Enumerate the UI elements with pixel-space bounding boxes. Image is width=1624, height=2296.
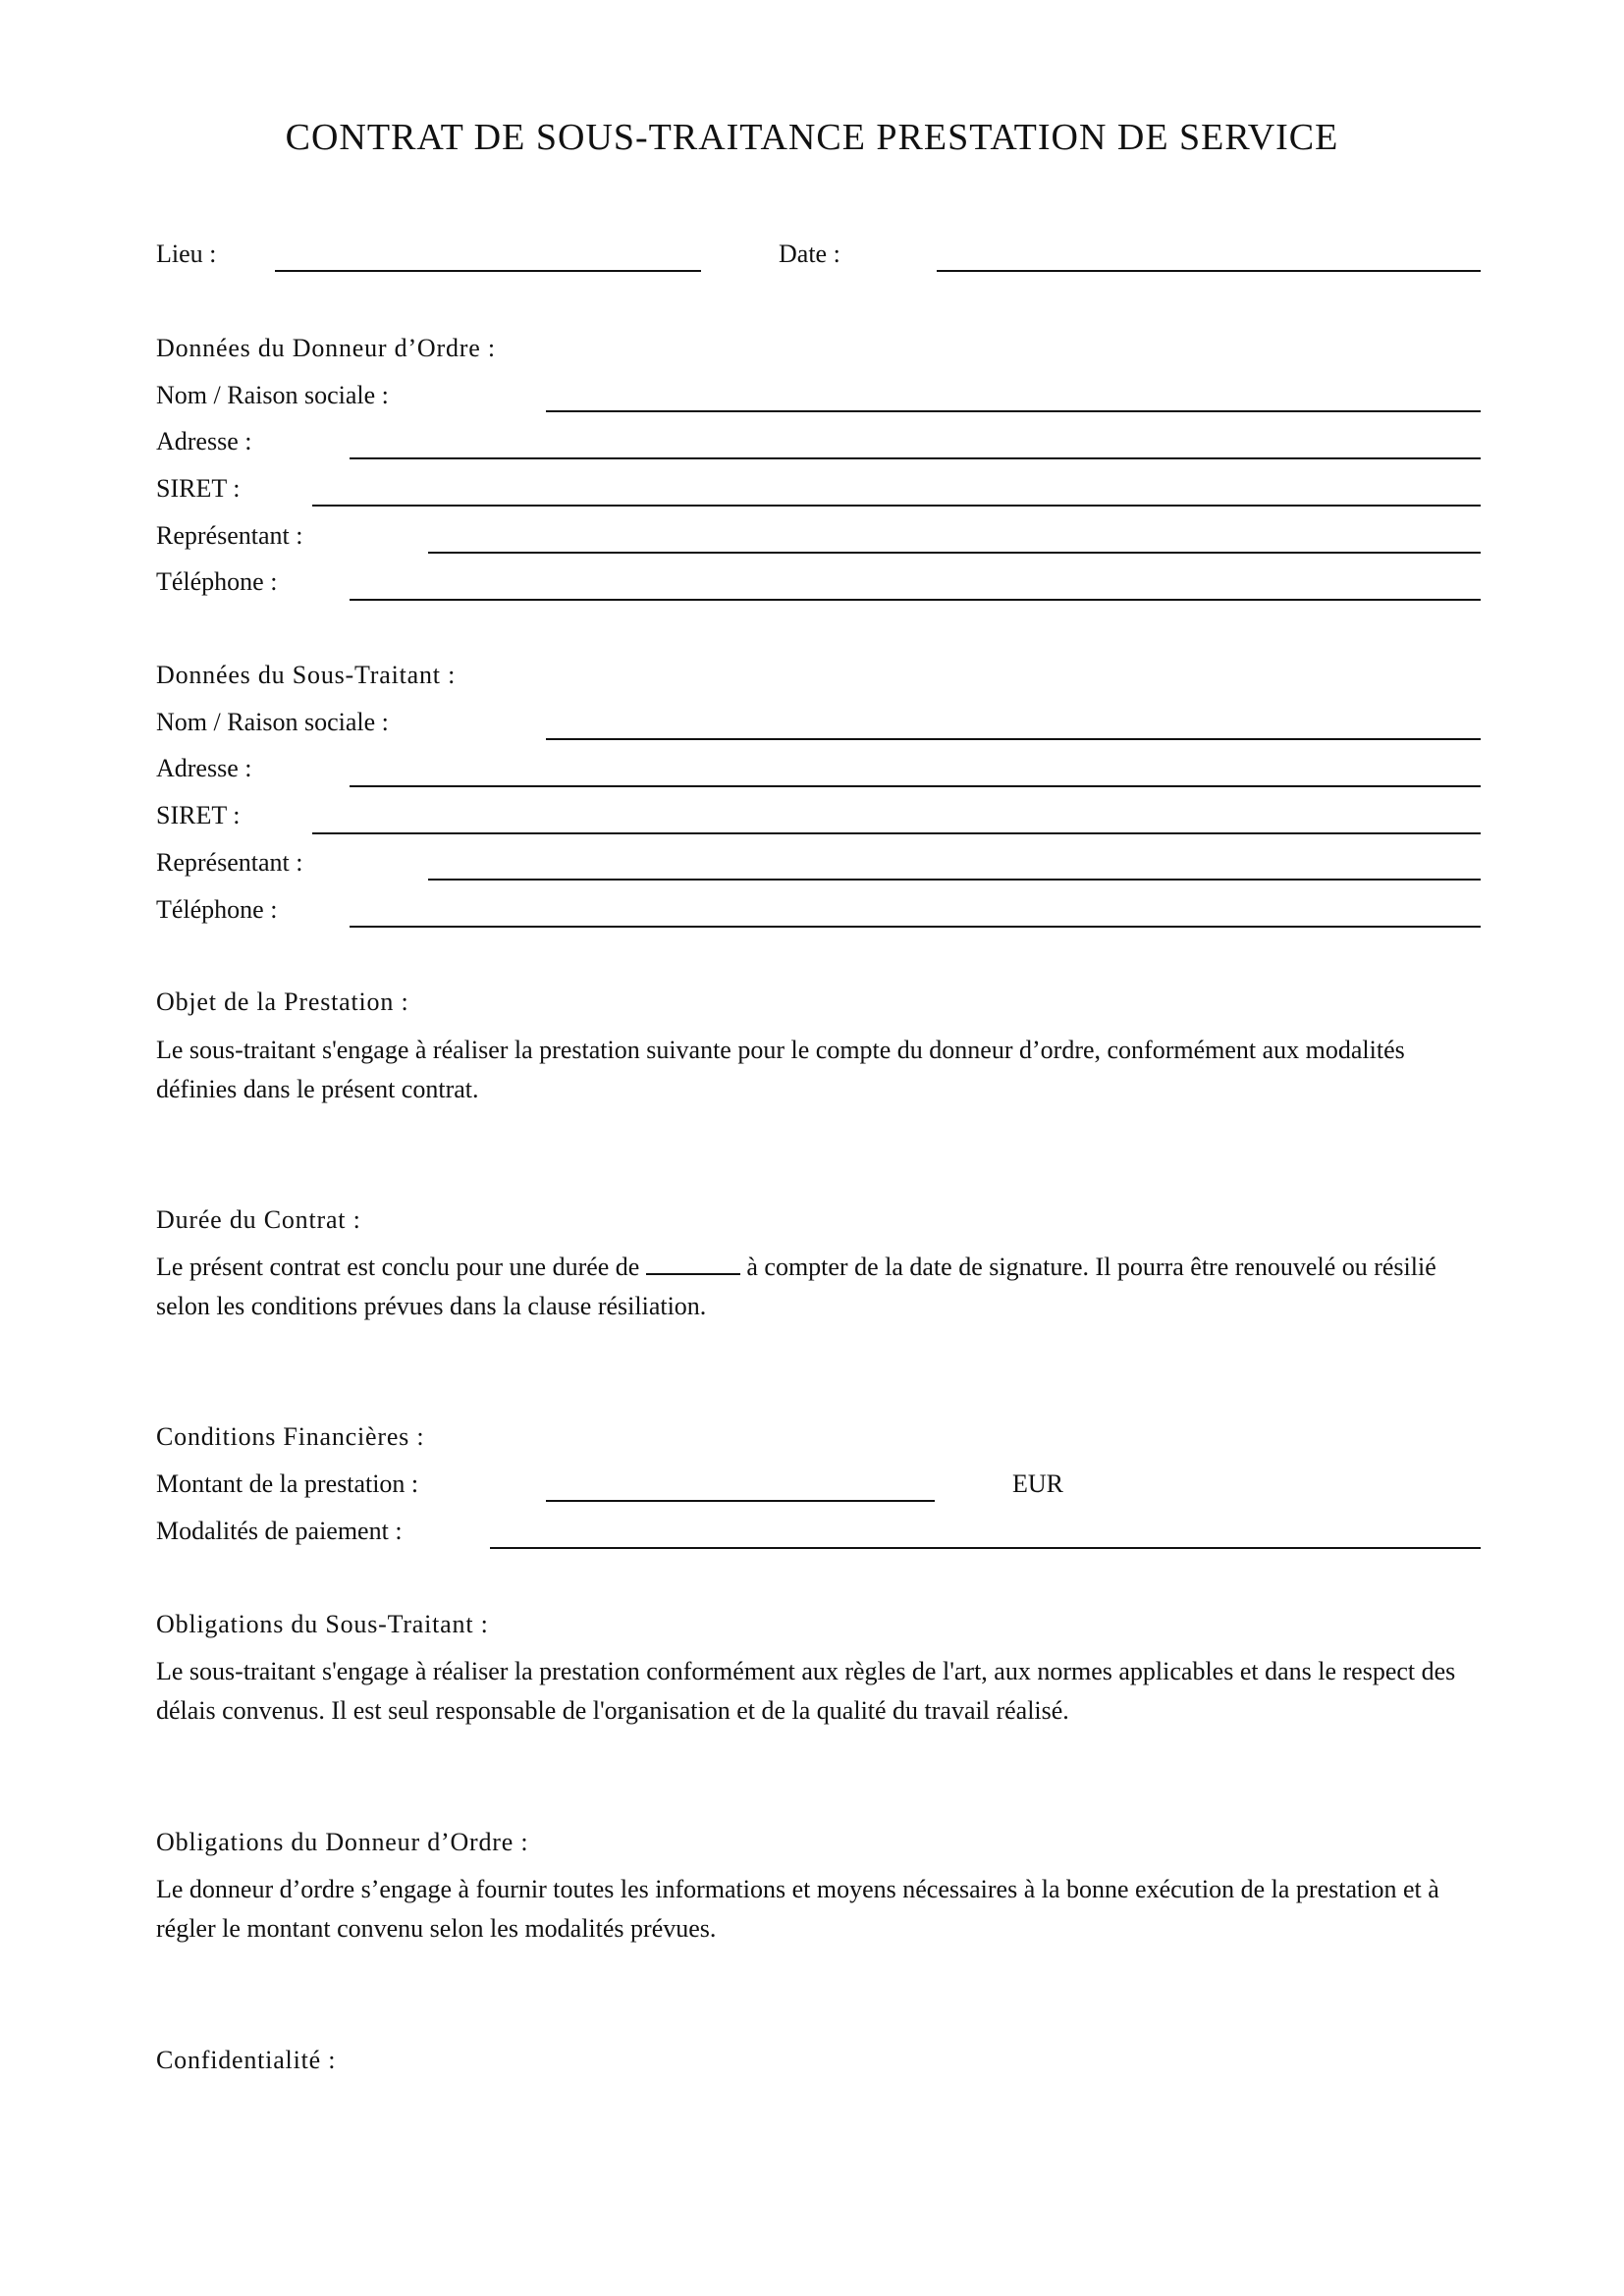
obligations-soustraitant-heading: Obligations du Sous-Traitant :	[156, 1610, 489, 1638]
obligations-donneur-paragraph: Le donneur d’ordre s’engage à fournir toutes les informations et moyens nécessaires à la bonne exécution de la prestation et à régler le montant convenu selon les modalités prévues.	[156, 1875, 1439, 1943]
donneur-telephone-label: Téléphone :	[156, 567, 278, 596]
donneur-siret-field-line[interactable]	[312, 505, 1481, 507]
donneur-representant-field-line[interactable]	[428, 552, 1481, 554]
duree-text-after: à compter de la date de signature. Il pourra être renouvelé ou résilié selon les conditions prévues dans la clause résiliation.	[156, 1253, 1436, 1320]
document-title: CONTRAT DE SOUS-TRAITANCE PRESTATION DE SERVICE	[285, 117, 1339, 158]
paiement-field-line[interactable]	[490, 1547, 1481, 1549]
soustraitant-siret-label: SIRET :	[156, 801, 241, 829]
date-label: Date :	[779, 240, 840, 268]
soustraitant-representant-field-line[interactable]	[428, 879, 1481, 881]
donneur-nom-label: Nom / Raison sociale :	[156, 381, 389, 409]
financier-heading: Conditions Financières :	[156, 1422, 425, 1451]
duree-paragraph	[156, 1248, 1491, 1326]
donneur-nom-field-line[interactable]	[546, 410, 1481, 412]
soustraitant-representant-label: Représentant :	[156, 848, 303, 877]
objet-paragraph: Le sous-traitant s'engage à réaliser la prestation suivante pour le compte du donneur d’ordre, conformément aux modalités définies dans le présent contrat.	[156, 1036, 1405, 1103]
lieu-field-line[interactable]	[275, 270, 701, 272]
montant-field-line[interactable]	[546, 1500, 935, 1502]
obligations-donneur-heading: Obligations du Donneur d’Ordre :	[156, 1828, 529, 1856]
donneur-telephone-field-line[interactable]	[350, 599, 1481, 601]
soustraitant-telephone-label: Téléphone :	[156, 895, 278, 924]
lieu-label: Lieu :	[156, 240, 217, 268]
duree-blank-field[interactable]	[646, 1252, 740, 1275]
soustraitant-heading: Données du Sous-Traitant :	[156, 661, 457, 689]
confidentialite-heading: Confidentialité :	[156, 2046, 337, 2074]
duree-heading: Durée du Contrat :	[156, 1205, 361, 1234]
currency-label: EUR	[1012, 1469, 1063, 1498]
duree-text-before: Le présent contrat est conclu pour une durée de	[156, 1253, 646, 1281]
obligations-soustraitant-paragraph: Le sous-traitant s'engage à réaliser la prestation conformément aux règles de l'art, aux normes applicables et dans le respect des délais convenus. Il est seul responsable de l'organisation et de la qualité du travail réalisé.	[156, 1657, 1456, 1725]
soustraitant-telephone-field-line[interactable]	[350, 926, 1481, 928]
paiement-label: Modalités de paiement :	[156, 1517, 403, 1545]
soustraitant-nom-field-line[interactable]	[546, 738, 1481, 740]
donneur-heading: Données du Donneur d’Ordre :	[156, 334, 496, 362]
date-field-line[interactable]	[937, 270, 1481, 272]
soustraitant-siret-field-line[interactable]	[312, 832, 1481, 834]
donneur-siret-label: SIRET :	[156, 474, 241, 503]
soustraitant-nom-label: Nom / Raison sociale :	[156, 708, 389, 736]
donneur-adresse-label: Adresse :	[156, 427, 252, 455]
soustraitant-adresse-label: Adresse :	[156, 754, 252, 782]
donneur-adresse-field-line[interactable]	[350, 457, 1481, 459]
soustraitant-adresse-field-line[interactable]	[350, 785, 1481, 787]
montant-label: Montant de la prestation :	[156, 1469, 419, 1498]
objet-heading: Objet de la Prestation :	[156, 988, 409, 1016]
donneur-representant-label: Représentant :	[156, 521, 303, 550]
